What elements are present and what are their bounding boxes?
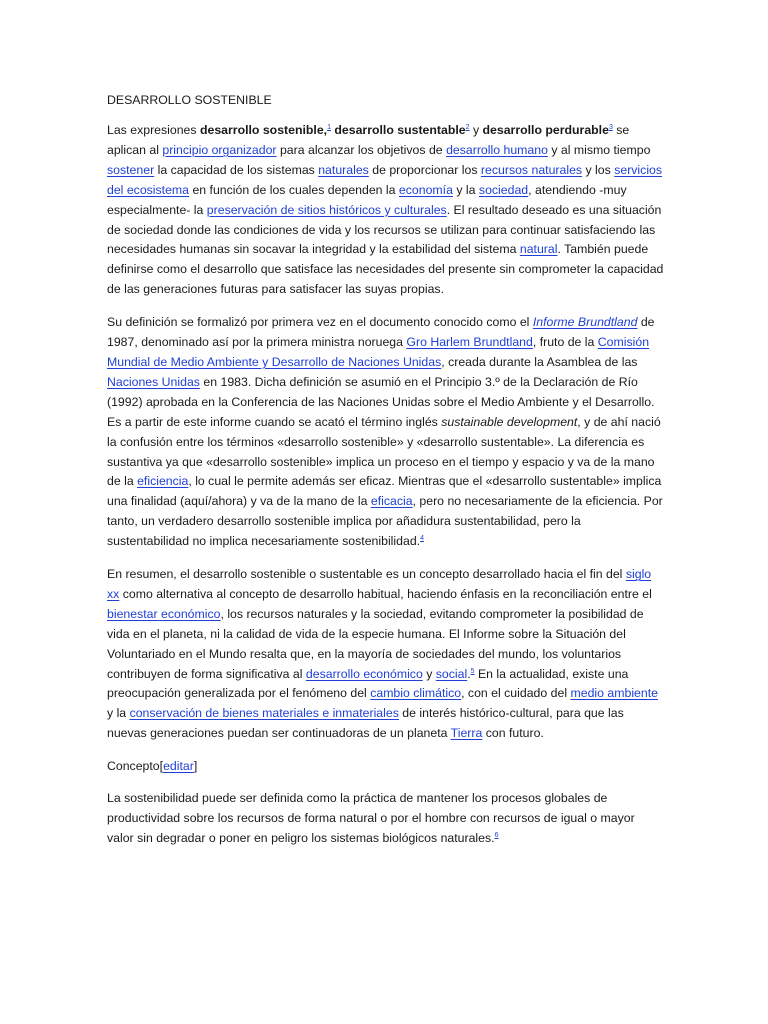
link-sociedad[interactable]: sociedad [478,182,529,197]
link-medio-ambiente[interactable]: medio ambiente [570,686,658,701]
paragraph-intro: Las expresiones desarrollo sostenible,$^1$ desarrollo sustentable$^2$ y desarrollo perdurable$^3$ se aplican al principio organizador para alcanzar los objetivos de desarrollo humano y al mismo tiempo sostener la capacidad de los sistemas naturales de proporcionar los recursos naturales y los servicios del ecosistema en función de los cuales dependen la economía y la sociedad, atendiendo -muy especialmente- la preservación de sitios históricos y culturales. El resultado deseado es una situación de sociedad donde las condiciones de vida y los recursos se utilizan para continuar satisfaciendo las necesidades humanas sin socavar la integridad y la estabilidad del sistema natural. También puede definirse como el desarrollo que satisface las necesidades del presente sin comprometer la capacidad de las generaciones futuras para satisfacer las suyas propias. [107,123,664,297]
link-tierra[interactable]: Tierra [450,726,483,741]
link-comision-mundial[interactable]: Comisión Mundial de Medio Ambiente y Desarrollo de Naciones Unidas [107,335,650,369]
page-title: DESARROLLO SOSTENIBLE [107,93,272,107]
link-conservacion-bienes[interactable]: conservación de bienes materiales e inmateriales [129,706,399,721]
link-recursos-naturales[interactable]: recursos naturales [480,162,583,177]
link-principio-organizador[interactable]: principio organizador [162,142,277,157]
paragraph-brundtland: Su definición se formalizó por primera vez en el documento conocido como el Informe Brundtland de 1987, denominado así por la primera ministra noruega Gro Harlem Brundtland, fruto de la Comisión Mundial de Medio Ambiente y Desarrollo de Naciones Unidas, creada durante la Asamblea de las Naciones Unidas en 1983. Dicha definición se asumió en el Principio 3.º de la Declaración de Río (1992) aprobada en la Conferencia de las Naciones Unidas sobre el Medio Ambiente y el Desarrollo. Es a partir de este informe cuando se acató el término inglés sustainable development, y de ahí nació la confusión entre los términos «desarrollo sostenible» y «desarrollo sustentable». La diferencia es sustantiva ya que «desarrollo sostenible» implica un proceso en el tiempo y espacio y va de la mano de la eficiencia, lo cual le permite además ser eficaz. Mientras que el «desarrollo sustentable» implica una finalidad (aquí/ahora) y va de la mano de la eficacia, pero no necesariamente de la eficiencia. Por tanto, un verdadero desarrollo sostenible implica por añadidura sustentabilidad, pero la sustentabilidad no implica necesariamente sostenibilidad.$^4$ [107,315,663,549]
link-eficiencia[interactable]: eficiencia [137,474,189,489]
paragraph-resumen: En resumen, el desarrollo sostenible o sustentable es un concepto desarrollado hacia el fin del siglo xx como alternativa al concepto de desarrollo habitual, haciendo énfasis en la reconciliación entre el bienestar económico, los recursos naturales y la sociedad, evitando comprometer la posibilidad de vida en el planeta, ni la calidad de vida de la especie humana. El Informe sobre la Situación del Voluntariado en el Mundo resalta que, en la mayoría de sociedades del mundo, los voluntarios contribuyen de forma significativa al desarrollo económico y social.$^5$ En la actualidad, existe una preocupación generalizada por el fenómeno del cambio climático, con el cuidado del medio ambiente y la conservación de bienes materiales e inmateriales de interés histórico-cultural, para que las nuevas generaciones puedan ser continuadoras de un planeta Tierra con futuro. [107,567,658,741]
link-eficacia[interactable]: eficacia [370,494,413,509]
footnote-ref-4[interactable]: 4 [420,535,424,543]
link-preservacion-sitios[interactable]: preservación de sitios históricos y culturales [206,202,447,217]
footnote-ref-1[interactable]: 1 [327,124,331,131]
footnote-ref-6[interactable]: 6 [494,832,499,839]
link-social[interactable]: social [435,666,468,681]
link-naturales[interactable]: naturales [318,162,369,177]
footnote-ref-3[interactable]: 3 [608,124,613,131]
link-natural[interactable]: natural [519,242,558,257]
link-informe-brundtland[interactable]: Informe Brundtland [532,315,638,330]
link-desarrollo-humano[interactable]: desarrollo humano [446,142,548,157]
link-servicios-ecosistema[interactable]: servicios del ecosistema [107,162,663,197]
bold-term: desarrollo sostenible, [199,123,328,137]
paragraph-sostenibilidad: La sostenibilidad puede ser definida como la práctica de mantener los procesos globales de productividad sobre los recursos de forma natural o por el hombre con recursos de igual o mayor valor sin degradar o poner en peligro los sistemas biológicos naturales.$^6$ [107,791,635,845]
footnote-ref-5[interactable]: 5 [470,667,475,675]
link-siglo-xx[interactable]: siglo xx [107,567,652,601]
link-naciones-unidas[interactable]: Naciones Unidas [107,374,200,389]
section-heading-concepto: Concepto[editar] [107,759,198,774]
italic-term: sustainable development [441,414,578,429]
link-bienestar-economico[interactable]: bienestar económico [107,606,221,621]
link-sostener[interactable]: sostener [107,162,155,177]
link-gro-harlem-brundtland[interactable]: Gro Harlem Brundtland [406,335,533,350]
link-economia[interactable]: economía [398,182,453,197]
link-cambio-climatico[interactable]: cambio climático [370,686,462,701]
bold-term: desarrollo sustentable [334,123,466,137]
bold-term: desarrollo perdurable [482,123,609,137]
link-desarrollo-economico[interactable]: desarrollo económico [305,666,423,681]
footnote-ref-2[interactable]: 2 [465,124,470,131]
edit-section-link[interactable]: editar [163,759,194,774]
